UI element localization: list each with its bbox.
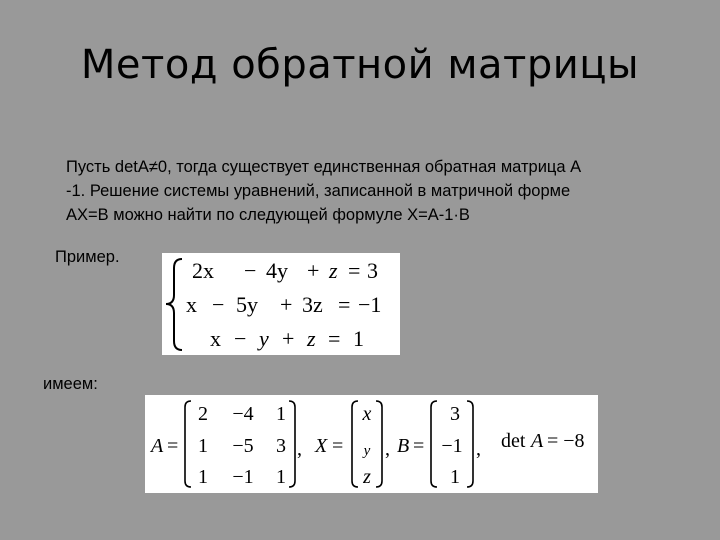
paragraph-line-2: -1. Решение системы уравнений, записанной в матричной форме [66, 182, 571, 200]
eq1-op2: + [307, 258, 320, 283]
A-r3c1: 1 [198, 466, 208, 488]
eq1-rhs: 3 [367, 258, 378, 283]
eq1-op1: − [244, 258, 257, 283]
intro-paragraph [66, 155, 656, 227]
eq3-op2: + [282, 326, 295, 351]
eq2-equals: = [338, 292, 351, 317]
A-r3c3: 1 [276, 466, 286, 488]
det-matrix-name: A [531, 430, 544, 452]
eq2-op2: + [280, 292, 293, 317]
eq1-term2: 4y [266, 258, 288, 283]
eq3-equals: = [328, 326, 341, 351]
eq1-equals: = [348, 258, 361, 283]
A-r2c1: 1 [198, 435, 208, 457]
comma-after-X: , [385, 438, 390, 460]
eq2-term3: 3z [302, 292, 323, 317]
example-label: Пример. [55, 248, 120, 266]
A-r2c3: 3 [276, 435, 286, 457]
system-svg [162, 253, 400, 355]
A-r2c2: −5 [232, 435, 254, 457]
matrix-X-equals: = [332, 435, 344, 457]
matrix-B-left-bracket-icon [431, 401, 437, 487]
matrix-svg [145, 395, 598, 493]
eq3-rhs: 1 [353, 326, 364, 351]
A-r1c3: 1 [276, 403, 286, 425]
eq2-op1: − [212, 292, 225, 317]
matrix-X-name: X [315, 435, 328, 457]
X-r1: x [362, 403, 372, 425]
matrix-A-name: A [151, 435, 164, 457]
eq3-term1: x [210, 326, 221, 351]
eq2-term2: 5y [236, 292, 258, 317]
eq1-term1: 2x [192, 258, 214, 283]
matrix-B-right-bracket-icon [467, 401, 473, 487]
A-r3c2: −1 [232, 466, 254, 488]
comma-after-A: , [297, 438, 302, 460]
A-r1c2: −4 [232, 403, 254, 425]
matrix-B-name: B [397, 435, 410, 457]
matrix-B-equals: = [413, 435, 425, 457]
B-r1: 3 [450, 403, 460, 425]
matrix-X-right-bracket-icon [376, 401, 382, 487]
curly-brace-icon [166, 259, 182, 350]
eq3-term2: y [259, 326, 269, 351]
matrix-X-left-bracket-icon [352, 401, 358, 487]
X-r2: y [363, 443, 371, 459]
comma-after-B: , [476, 438, 481, 460]
X-r3: z [363, 466, 371, 488]
paragraph-line-3: АХ=В можно найти по следующей формуле Х=А-1·В [66, 206, 470, 224]
B-r2: −1 [441, 435, 463, 457]
eq2-rhs: −1 [358, 292, 382, 317]
det-value: = −8 [547, 430, 585, 452]
B-r3: 1 [450, 466, 460, 488]
have-label: имеем: [43, 375, 98, 393]
matrix-A-right-bracket-icon [289, 401, 295, 487]
matrix-equation [145, 395, 598, 493]
system-of-equations [162, 253, 400, 355]
matrix-A-equals: = [167, 435, 179, 457]
paragraph-line-1: Пусть detA≠0, тогда существует единственная обратная матрица А [66, 158, 582, 176]
det-prefix: det [501, 430, 526, 452]
slide-title: Метод обратной матрицы [80, 42, 640, 88]
eq1-term3: z [329, 258, 338, 283]
matrix-A-left-bracket-icon [185, 401, 191, 487]
eq3-term3: z [307, 326, 316, 351]
eq3-op1: − [234, 326, 247, 351]
eq2-term1: x [186, 292, 197, 317]
A-r1c1: 2 [198, 403, 208, 425]
